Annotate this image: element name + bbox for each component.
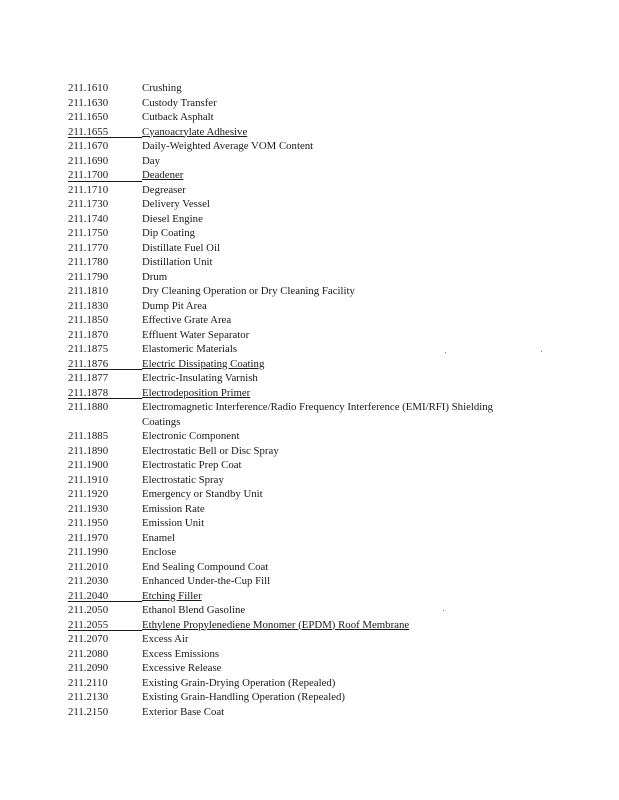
definition-entry: [68, 342, 528, 357]
section-number: 211.2090: [68, 662, 109, 674]
section-number: 211.1810: [68, 285, 109, 297]
definition-entry: [68, 197, 528, 212]
section-number: 211.2055: [68, 618, 109, 631]
section-number: 211.1790: [68, 270, 109, 283]
definition-entry: [68, 647, 528, 662]
definition-entry: [68, 603, 528, 618]
section-number: 211.1920: [68, 488, 109, 500]
defined-term: Effluent Water Separator: [142, 328, 250, 341]
scan-speck: [443, 610, 444, 611]
section-number: 211.1610: [68, 82, 109, 94]
section-number: 211.1877: [68, 372, 109, 384]
defined-term: Distillate Fuel Oil: [142, 241, 220, 254]
section-number: 211.1990: [68, 546, 109, 558]
section-number: 211.2150: [68, 705, 109, 718]
definition-entry: [68, 516, 528, 531]
section-number: 211.1900: [68, 459, 109, 471]
section-number: 211.2080: [68, 647, 109, 660]
definition-entry: [68, 371, 528, 386]
definition-entry: [68, 545, 528, 560]
defined-term: Enhanced Under-the-Cup Fill: [142, 575, 271, 587]
defined-term: Cutback Asphalt: [142, 111, 214, 123]
defined-term: Existing Grain-Drying Operation (Repealed): [142, 676, 336, 689]
definition-entry: [68, 661, 528, 676]
definition-entry: [68, 502, 528, 517]
underline-rule: [68, 630, 142, 631]
defined-term: Etching Filler: [142, 589, 202, 602]
section-number: 211.1750: [68, 227, 109, 239]
definition-entry: [68, 357, 528, 372]
defined-term: Electronic Component: [142, 430, 240, 442]
section-number: 211.2030: [68, 575, 109, 587]
definition-entry: [68, 618, 528, 633]
defined-term: Delivery Vessel: [142, 198, 210, 210]
section-number: 211.1710: [68, 183, 109, 196]
definition-entry: [68, 125, 528, 140]
defined-term: Enclose: [142, 546, 177, 558]
defined-term: Excess Air: [142, 633, 189, 645]
defined-term: Emission Rate: [142, 502, 205, 515]
definition-entry: [68, 429, 528, 444]
definition-entry: [68, 705, 528, 720]
section-number: 211.1830: [68, 299, 109, 312]
section-definition-list: [68, 81, 588, 719]
defined-term: Electrostatic Bell or Disc Spray: [142, 444, 279, 457]
defined-term: Dry Cleaning Operation or Dry Cleaning Facility: [142, 285, 355, 297]
defined-term: Crushing: [142, 82, 182, 94]
defined-term: Elastomeric Materials: [142, 343, 238, 355]
definition-entry: [68, 284, 528, 299]
definition-entry: [68, 574, 528, 589]
defined-term: Emergency or Standby Unit: [142, 488, 263, 500]
underline-rule: [68, 398, 142, 399]
defined-term: Ethanol Blend Gasoline: [142, 604, 246, 616]
section-number: 211.1876: [68, 357, 109, 370]
section-number: 211.1770: [68, 241, 109, 254]
section-number: 211.1910: [68, 473, 109, 486]
definition-entry: [68, 487, 528, 502]
section-number: 211.1655: [68, 125, 109, 138]
section-number: 211.1700: [68, 169, 109, 181]
section-number: 211.2040: [68, 589, 109, 602]
section-number: 211.1880: [68, 401, 109, 413]
definition-entry: [68, 255, 528, 270]
definition-entry: [68, 400, 528, 429]
defined-term: Electrostatic Prep Coat: [142, 459, 242, 471]
defined-term: Custody Transfer: [142, 96, 217, 109]
defined-term: Electrodeposition Primer: [142, 386, 251, 399]
defined-term: Electromagnetic Interference/Radio Frequency Interference (EMI/RFI) Shielding Coatings: [142, 401, 494, 428]
defined-term: Daily-Weighted Average VOM Content: [142, 140, 314, 152]
section-number: 211.2130: [68, 691, 109, 703]
section-number: 211.1730: [68, 198, 109, 210]
defined-term: Drum: [142, 270, 168, 283]
section-number: 211.1690: [68, 154, 109, 167]
section-number: 211.2010: [68, 560, 109, 573]
underline-rule: [68, 601, 142, 602]
definition-entry: [68, 212, 528, 227]
defined-term: Ethylene Propylenediene Monomer (EPDM) Roof Membrane: [142, 618, 410, 631]
defined-term: Emission Unit: [142, 517, 205, 529]
definition-entry: [68, 154, 528, 169]
definition-entry: [68, 139, 528, 154]
definition-entry: [68, 560, 528, 575]
underline-rule: [68, 181, 142, 182]
section-number: 211.1650: [68, 111, 109, 123]
definition-entry: [68, 183, 528, 198]
section-number: 211.2110: [68, 676, 108, 689]
definition-entry: [68, 473, 528, 488]
section-number: 211.1930: [68, 502, 109, 515]
defined-term: Electric-Insulating Varnish: [142, 372, 258, 384]
underline-rule: [68, 369, 142, 370]
defined-term: Cyanoacrylate Adhesive: [142, 125, 248, 138]
definition-entry: [68, 531, 528, 546]
defined-term: Enamel: [142, 531, 175, 544]
definition-entry: [68, 444, 528, 459]
defined-term: Electrostatic Spray: [142, 473, 224, 486]
underline-rule: [68, 137, 142, 138]
definition-entry: [68, 690, 528, 705]
section-number: 211.1670: [68, 140, 109, 152]
section-number: 211.1950: [68, 517, 109, 529]
scan-speck: [541, 351, 542, 352]
section-number: 211.1890: [68, 444, 109, 457]
definition-entry: [68, 632, 528, 647]
definition-entry: [68, 589, 528, 604]
section-number: 211.1870: [68, 328, 109, 341]
definition-entry: [68, 299, 528, 314]
defined-term: Effective Grate Area: [142, 314, 232, 326]
definition-entry: [68, 226, 528, 241]
defined-term: Existing Grain-Handling Operation (Repealed): [142, 691, 345, 703]
defined-term: Electric Dissipating Coating: [142, 357, 265, 370]
definition-entry: [68, 458, 528, 473]
definition-entry: [68, 241, 528, 256]
definition-entry: [68, 81, 528, 96]
defined-term: Day: [142, 154, 160, 167]
definition-entry: [68, 168, 528, 183]
defined-term: Deadener: [142, 169, 184, 181]
definition-entry: [68, 386, 528, 401]
definition-entry: [68, 676, 528, 691]
defined-term: Diesel Engine: [142, 212, 203, 225]
section-number: 211.1630: [68, 96, 109, 109]
defined-term: Dump Pit Area: [142, 299, 207, 312]
section-number: 211.1970: [68, 531, 109, 544]
defined-term: Dip Coating: [142, 227, 196, 239]
section-number: 211.1850: [68, 314, 109, 326]
definition-entry: [68, 270, 528, 285]
defined-term: Excessive Release: [142, 662, 222, 674]
defined-term: Exterior Base Coat: [142, 705, 225, 718]
section-number: 211.1740: [68, 212, 109, 225]
section-number: 211.2070: [68, 633, 109, 645]
scan-speck: [445, 352, 446, 353]
defined-term: Excess Emissions: [142, 647, 220, 660]
defined-term: Distillation Unit: [142, 256, 213, 268]
section-number: 211.1885: [68, 430, 109, 442]
definition-entry: [68, 110, 528, 125]
section-number: 211.1878: [68, 386, 109, 399]
section-number: 211.1780: [68, 256, 109, 268]
definition-entry: [68, 328, 528, 343]
defined-term: Degreaser: [142, 183, 186, 196]
definition-entry: [68, 96, 528, 111]
section-number: 211.1875: [68, 343, 109, 355]
defined-term: End Sealing Compound Coat: [142, 560, 269, 573]
section-number: 211.2050: [68, 604, 109, 616]
definition-entry: [68, 313, 528, 328]
